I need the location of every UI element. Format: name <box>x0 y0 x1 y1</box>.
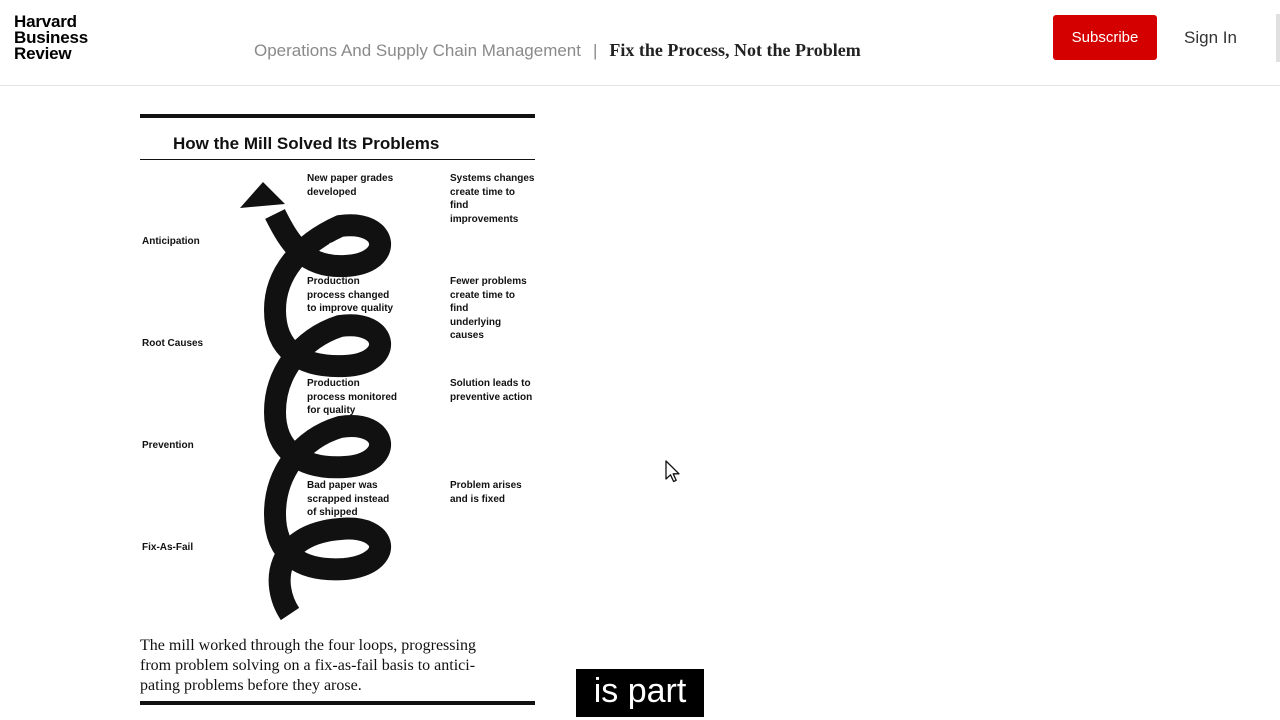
logo-line-2: Business <box>14 28 88 47</box>
note-line: process changed <box>307 289 390 301</box>
note-line: create time to find <box>450 289 516 314</box>
mouse-pointer-icon <box>664 460 682 484</box>
right-note <box>450 275 535 343</box>
note-line: New paper grades <box>307 173 394 184</box>
note-line: find improvements <box>450 200 519 225</box>
note-line: developed <box>307 186 357 198</box>
middle-note <box>307 377 397 418</box>
figure-bottom-rule <box>140 701 535 705</box>
note-line: process monitored <box>307 391 398 403</box>
middle-note <box>307 479 389 520</box>
figure-title: How the Mill Solved Its Problems <box>173 134 440 153</box>
note-line: scrapped instead <box>307 493 390 505</box>
breadcrumb <box>254 40 861 61</box>
note-line: of shipped <box>307 507 358 518</box>
note-line: Bad paper was <box>307 480 378 491</box>
middle-note <box>307 275 393 316</box>
note-line: for quality <box>307 405 356 416</box>
stage-label-fix-as-fail: Fix-As-Fail <box>142 542 194 553</box>
right-note <box>450 377 532 404</box>
note-line: and is fixed <box>450 493 506 505</box>
sign-in-link[interactable]: Sign In <box>1184 28 1237 47</box>
caption-line: from problem solving on a fix-as-fail basis to antici- <box>140 657 476 674</box>
figure-top-rule <box>140 114 535 118</box>
subscribe-button[interactable]: Subscribe <box>1053 15 1157 60</box>
note-line: Production <box>307 378 360 389</box>
note-line: Problem arises <box>450 480 522 491</box>
note-line: Solution leads to <box>450 378 531 389</box>
video-subtitle: is part <box>576 669 704 717</box>
breadcrumb-section-link[interactable]: Operations And Supply Chain Management <box>254 41 581 60</box>
note-line: Production <box>307 276 360 287</box>
note-line: Fewer problems <box>450 276 527 287</box>
note-line: Systems changes <box>450 173 535 184</box>
article-title: Fix the Process, Not the Problem <box>609 40 861 60</box>
middle-note <box>307 172 393 199</box>
note-line: create time to <box>450 186 516 198</box>
note-line: preventive action <box>450 391 533 403</box>
right-note <box>450 172 535 226</box>
caption-line: The mill worked through the four loops, progressing <box>140 637 476 654</box>
stage-label-prevention: Prevention <box>142 440 194 451</box>
site-header <box>0 0 1280 86</box>
logo-line-3: Review <box>14 44 72 63</box>
hbr-logo[interactable] <box>14 14 88 62</box>
article-figure <box>140 114 535 706</box>
caption-line: pating problems before they arose. <box>140 677 362 694</box>
figure-caption <box>140 636 535 696</box>
stage-label-root-causes: Root Causes <box>142 338 204 349</box>
right-note <box>450 479 522 506</box>
stage-label-anticipation: Anticipation <box>142 236 200 247</box>
logo-line-1: Harvard <box>14 12 77 31</box>
note-line: underlying causes <box>450 316 502 341</box>
figure-title-rule <box>140 159 535 160</box>
breadcrumb-separator: | <box>592 41 598 60</box>
note-line: to improve quality <box>307 303 394 314</box>
scrollbar-edge[interactable] <box>1276 14 1280 62</box>
